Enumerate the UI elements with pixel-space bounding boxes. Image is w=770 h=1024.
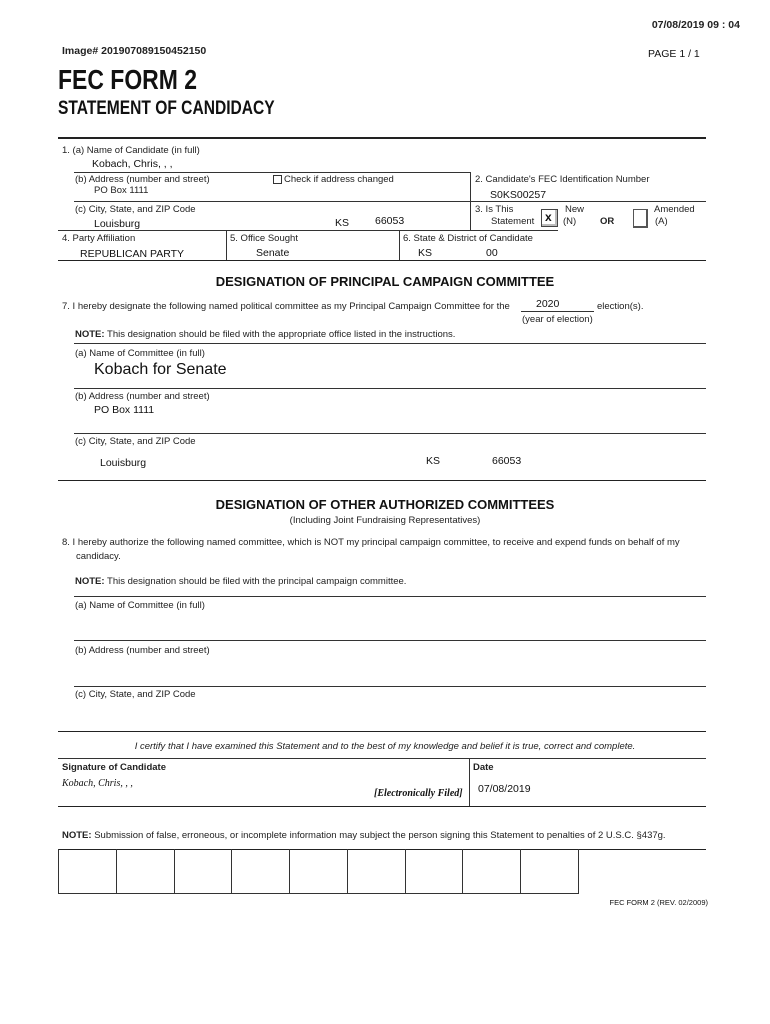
amended-label: Amended bbox=[654, 204, 695, 215]
address-changed-checkbox[interactable] bbox=[273, 175, 282, 184]
signature-label: Signature of Candidate bbox=[62, 762, 166, 773]
office-use-grid bbox=[58, 849, 579, 894]
filing-datetime: 07/08/2019 09 : 04 bbox=[651, 19, 740, 31]
party-label: 4. Party Affiliation bbox=[62, 233, 136, 244]
divider-office bbox=[226, 230, 227, 260]
elections-suffix: election(s). bbox=[597, 301, 644, 312]
form-title: FEC FORM 2 bbox=[58, 64, 198, 95]
candidate-section-bottom-line bbox=[58, 260, 706, 261]
principal-note-bold: NOTE: bbox=[75, 329, 105, 340]
principal-address-value: PO Box 1111 bbox=[94, 404, 155, 416]
office-use-cell bbox=[232, 849, 290, 893]
new-checkmark: x bbox=[545, 210, 552, 224]
other-name-label: (a) Name of Committee (in full) bbox=[75, 600, 205, 611]
signature-date-value: 07/08/2019 bbox=[478, 783, 531, 795]
principal-committee-heading: DESIGNATION OF PRINCIPAL CAMPAIGN COMMITTEE bbox=[215, 274, 555, 289]
certification-text: I certify that I have examined this Statement and to the best of my knowledge and belief it is true, correct and complete. bbox=[134, 741, 636, 752]
other-committees-heading: DESIGNATION OF OTHER AUTHORIZED COMMITTEES bbox=[215, 497, 555, 512]
principal-state-value: KS bbox=[426, 455, 441, 467]
other-name-line bbox=[74, 640, 706, 641]
new-code: (N) bbox=[563, 216, 577, 227]
address-changed-label: Check if address changed bbox=[284, 174, 394, 185]
principal-address-label: (b) Address (number and street) bbox=[75, 391, 210, 402]
or-label: OR bbox=[600, 216, 615, 227]
other-section-bottom-line bbox=[58, 731, 706, 732]
office-use-cell bbox=[406, 849, 464, 893]
fec-id-label: 2. Candidate's FEC Identification Number bbox=[475, 174, 650, 185]
election-year-value: 2020 bbox=[536, 298, 560, 310]
image-number: Image# 201907089150452150 bbox=[62, 45, 207, 57]
is-this-label: 3. Is This bbox=[475, 204, 514, 215]
principal-zip-value: 66053 bbox=[492, 455, 522, 467]
principal-name-line bbox=[74, 388, 706, 389]
page-number: PAGE 1 / 1 bbox=[648, 48, 700, 60]
penalty-note-text: Submission of false, erroneous, or incomplete information may subject the person signing this Statement to penalties of 2 U.S.C. §437g. bbox=[91, 830, 666, 841]
office-use-cell bbox=[59, 849, 117, 893]
candidate-name-line bbox=[74, 172, 470, 173]
principal-note-text: This designation should be filed with the appropriate office listed in the instructions. bbox=[104, 329, 456, 340]
date-label: Date bbox=[473, 762, 494, 773]
other-note-line bbox=[74, 596, 706, 597]
penalty-note bbox=[62, 830, 666, 841]
statement-label: Statement bbox=[491, 216, 535, 227]
other-address-line bbox=[74, 686, 706, 687]
district-state-value: KS bbox=[418, 247, 433, 259]
other-note-text: This designation should be filed with the principal campaign committee. bbox=[104, 576, 407, 587]
election-year-caption: (year of election) bbox=[522, 314, 593, 325]
new-label: New bbox=[565, 204, 585, 215]
principal-name-label: (a) Name of Committee (in full) bbox=[75, 348, 205, 359]
district-number-value: 00 bbox=[486, 247, 498, 259]
candidate-name-label: 1. (a) Name of Candidate (in full) bbox=[62, 145, 200, 156]
fec-id-value: S0KS00257 bbox=[490, 189, 547, 201]
principal-city-label: (c) City, State, and ZIP Code bbox=[75, 436, 196, 447]
amended-statement-checkbox[interactable] bbox=[633, 209, 648, 228]
party-value: REPUBLICAN PARTY bbox=[80, 248, 185, 260]
amended-code: (A) bbox=[655, 216, 668, 227]
signature-value: Kobach, Chris, , , bbox=[62, 778, 133, 789]
divider-date bbox=[469, 758, 470, 806]
certification-bottom-line bbox=[58, 806, 706, 807]
principal-section-bottom-line bbox=[58, 480, 706, 481]
principal-name-value: Kobach for Senate bbox=[94, 361, 227, 378]
principal-address-line bbox=[74, 433, 706, 434]
candidate-city-value: Louisburg bbox=[94, 218, 141, 230]
form-revision: FEC FORM 2 (REV. 02/2009) bbox=[609, 898, 708, 907]
candidate-address-value: PO Box 1111 bbox=[94, 185, 149, 196]
new-statement-checkbox[interactable] bbox=[541, 209, 558, 227]
district-label: 6. State & District of Candidate bbox=[403, 233, 533, 244]
other-city-label: (c) City, State, and ZIP Code bbox=[75, 689, 196, 700]
candidate-name-value: Kobach, Chris, , , bbox=[92, 158, 173, 170]
election-year-line bbox=[521, 311, 594, 312]
office-use-cell bbox=[348, 849, 406, 893]
office-label: 5. Office Sought bbox=[230, 233, 298, 244]
party-row-top-line bbox=[58, 230, 558, 231]
other-note bbox=[75, 576, 406, 587]
office-use-cell bbox=[117, 849, 175, 893]
principal-designation-statement: 7. I hereby designate the following named political committee as my Principal Campaign Committee for the bbox=[62, 301, 510, 312]
fec-id-line bbox=[470, 201, 706, 202]
principal-note-line bbox=[74, 343, 706, 344]
candidate-state-value: KS bbox=[335, 217, 350, 229]
office-value: Senate bbox=[256, 247, 290, 259]
candidate-city-label: (c) City, State, and ZIP Code bbox=[75, 204, 196, 215]
office-use-cell bbox=[290, 849, 348, 893]
office-use-cell bbox=[521, 849, 579, 893]
other-note-bold: NOTE: bbox=[75, 576, 105, 587]
form-subtitle: STATEMENT OF CANDIDACY bbox=[58, 98, 275, 119]
candidate-address-label: (b) Address (number and street) bbox=[75, 174, 210, 185]
other-authorization-line2: candidacy. bbox=[76, 551, 121, 562]
other-committees-subheading: (Including Joint Fundraising Representatives) bbox=[289, 515, 481, 526]
principal-city-value: Louisburg bbox=[100, 457, 147, 469]
header-rule bbox=[58, 137, 706, 139]
penalty-note-bold: NOTE: bbox=[62, 830, 92, 841]
other-address-label: (b) Address (number and street) bbox=[75, 645, 210, 656]
other-authorization-line1: 8. I hereby authorize the following named committee, which is NOT my principal campaign committee, to receive and expend funds on behalf of my bbox=[62, 537, 680, 548]
office-use-cell bbox=[463, 849, 521, 893]
candidate-address-line bbox=[74, 201, 470, 202]
office-use-cell bbox=[175, 849, 233, 893]
candidate-zip-value: 66053 bbox=[375, 215, 405, 227]
certification-top-line bbox=[58, 758, 706, 759]
divider-district bbox=[399, 230, 400, 260]
electronically-filed-label: [Electronically Filed] bbox=[374, 788, 463, 799]
principal-note bbox=[75, 329, 455, 340]
